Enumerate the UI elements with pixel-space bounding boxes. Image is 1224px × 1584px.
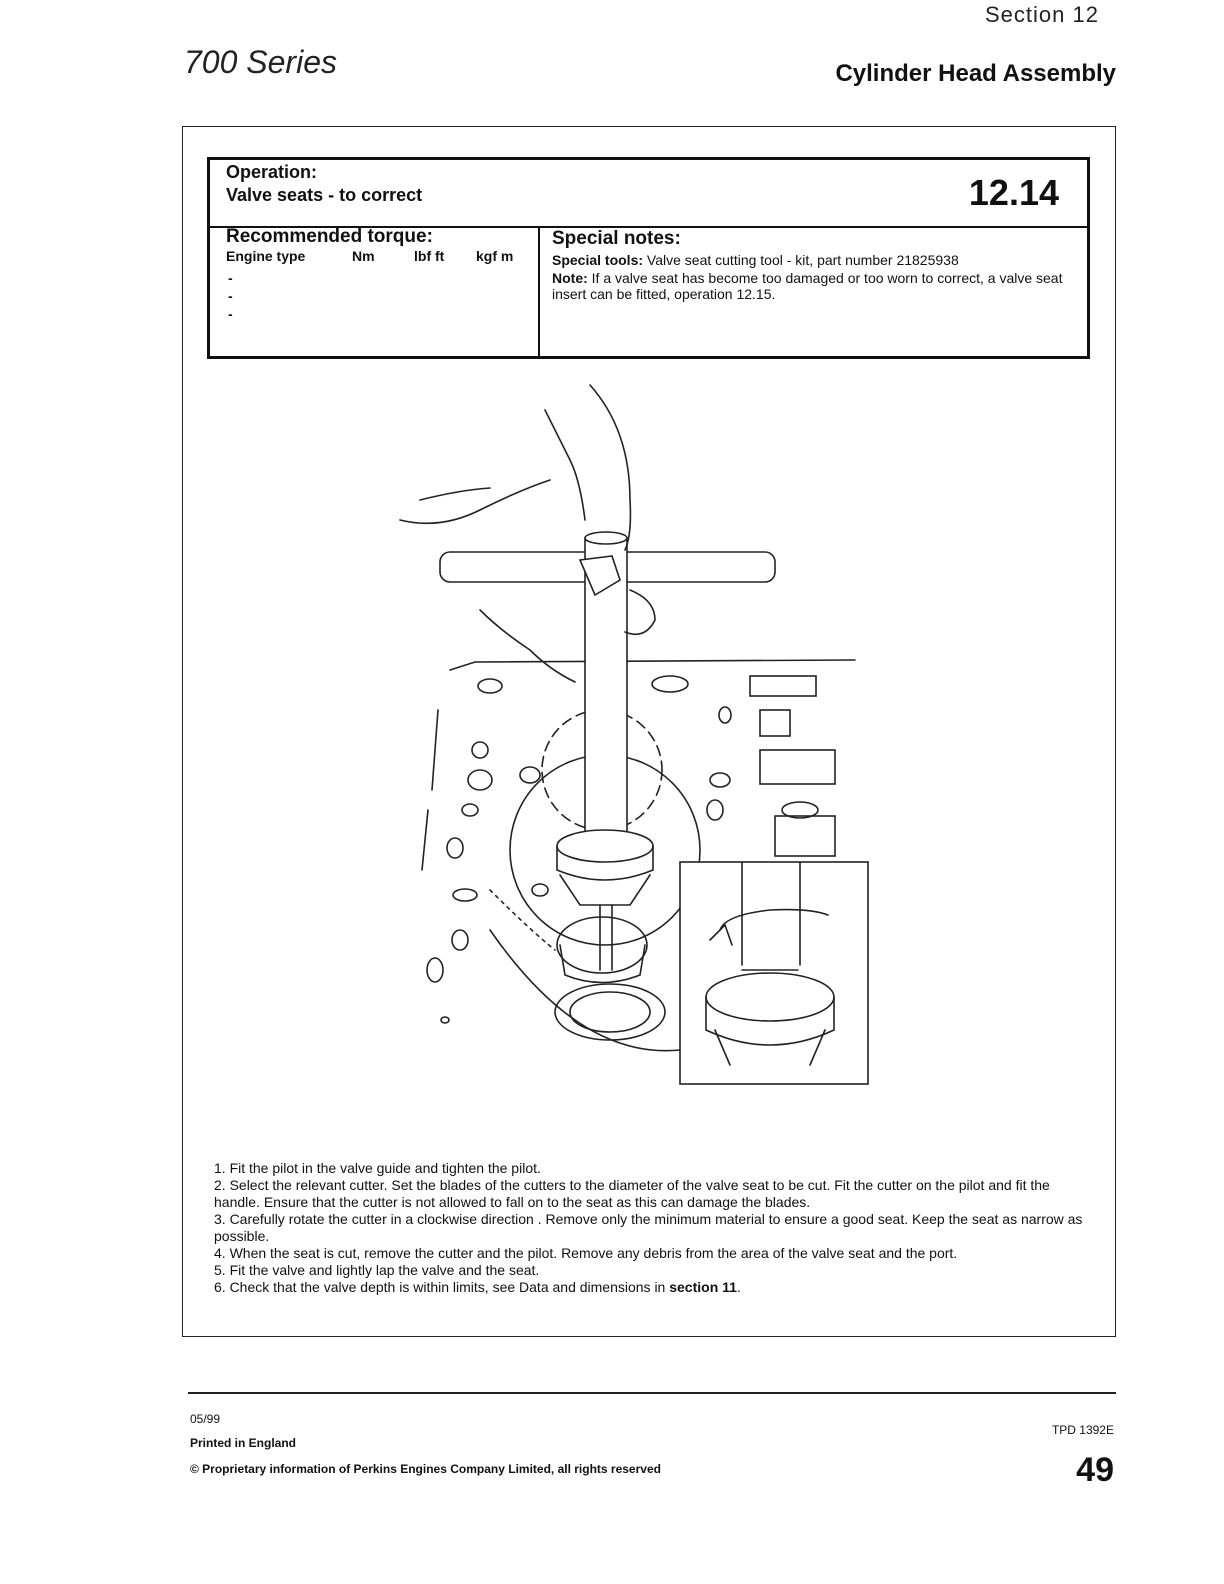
step-item: 3. Carefully rotate the cutter in a clockwise direction . Remove only the minimum material to ensure a good seat. Keep the seat as narrow as possible. xyxy=(214,1211,1083,1244)
note-text: If a valve seat has become too damaged or too worn to correct, a valve seat insert can be fitted, operation 12.15. xyxy=(552,270,1063,302)
special-notes-section xyxy=(540,226,1087,356)
footer-printed: Printed in England xyxy=(190,1436,297,1450)
valve-seat-cutting-illustration xyxy=(380,370,900,1090)
torque-header-kgf-m: kgf m xyxy=(476,248,514,264)
footer-date: 05/99 xyxy=(190,1412,221,1426)
page-number: 49 xyxy=(1076,1451,1114,1489)
section-reference: section 11 xyxy=(669,1279,737,1295)
special-tools-label: Special tools: xyxy=(552,252,644,268)
section-tag: Section 12 xyxy=(985,2,1099,27)
operation-name: Valve seats - to correct xyxy=(226,185,423,205)
operation-number: 12.14 xyxy=(968,172,1059,213)
footer-copyright: © Proprietary information of Perkins Engines Company Limited, all rights reserved xyxy=(190,1462,661,1476)
torque-header-nm: Nm xyxy=(352,248,375,264)
torque-row: - xyxy=(228,306,233,322)
step-6-text: 6. Check that the valve depth is within limits, see Data and dimensions in xyxy=(214,1279,670,1295)
step-item xyxy=(214,1279,1094,1296)
step-6-end: . xyxy=(736,1279,741,1295)
footer-document-number: TPD 1392E xyxy=(1051,1423,1114,1437)
torque-section xyxy=(210,226,540,356)
torque-row: - xyxy=(228,270,233,286)
operation-label: Operation: xyxy=(226,162,318,182)
footer-divider xyxy=(188,1392,1116,1394)
operation-header xyxy=(210,160,1087,228)
note-line xyxy=(552,270,1082,302)
step-item: 4. When the seat is cut, remove the cutter and the pilot. Remove any debris from the area of the valve seat and the port. xyxy=(214,1245,958,1261)
step-item: 5. Fit the valve and lightly lap the valve and the seat. xyxy=(214,1262,540,1278)
operation-box xyxy=(207,157,1090,359)
special-tools-line xyxy=(552,252,1082,268)
step-item: 2. Select the relevant cutter. Set the blades of the cutters to the diameter of the valve seat to be cut. Fit the cutter on the pilot and fit the handle. Ensure that the cutter is not allowed to fall on to the seat as this can damage the blades. xyxy=(214,1177,1050,1210)
note-label: Note: xyxy=(552,270,588,286)
torque-row: - xyxy=(228,288,233,304)
torque-header-lbf-ft: lbf ft xyxy=(414,248,445,264)
torque-title: Recommended torque: xyxy=(226,226,433,247)
step-item: 1. Fit the pilot in the valve guide and tighten the pilot. xyxy=(214,1160,541,1176)
series-title: 700 Series xyxy=(184,44,337,80)
special-tools-text: Valve seat cutting tool - kit, part number 21825938 xyxy=(643,252,959,268)
page-heading: Cylinder Head Assembly xyxy=(835,60,1116,87)
procedure-steps xyxy=(214,1160,1094,1296)
special-notes-title: Special notes: xyxy=(552,228,681,249)
torque-header-engine-type: Engine type xyxy=(226,248,306,264)
